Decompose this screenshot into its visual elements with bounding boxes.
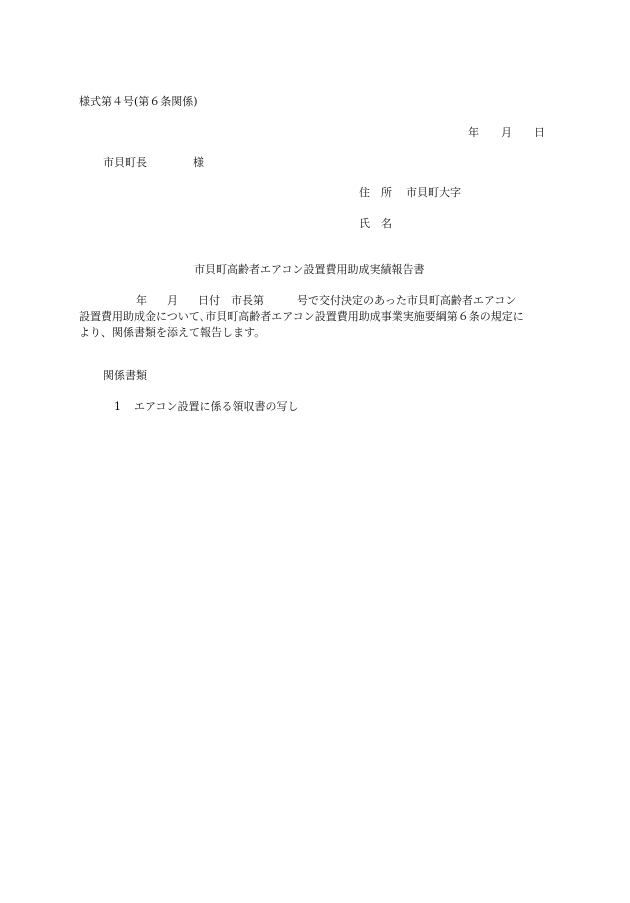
item-text: エアコン設置に係る領収書の写し (134, 400, 299, 413)
body-month: 月 (167, 294, 178, 307)
body-line-3: より、関係書類を添えて報告します。 (79, 326, 266, 339)
item-number: 1 (114, 400, 121, 413)
body-after-number: 号で交付決定のあった市貝町高齢者エアコン (297, 294, 517, 307)
date-line (468, 127, 545, 138)
address-label: 住 所 (359, 186, 392, 199)
document-title: 市貝町高齢者エアコン設置費用助成実績報告書 (194, 263, 425, 276)
body-line-2: 設置費用助成金について､市貝町高齢者エアコン設置費用助成事業実施要綱第６条の規定に (79, 310, 524, 323)
addressee-title: 市貝町長 (103, 156, 147, 169)
applicant-address (359, 187, 461, 198)
body-line-1 (79, 293, 554, 309)
address-value: 市貝町大字 (406, 186, 461, 199)
addressee (103, 157, 204, 168)
year-label: 年 (468, 126, 479, 139)
related-documents-heading: 関係書類 (103, 369, 147, 382)
applicant-name (359, 218, 392, 229)
body-year: 年 (136, 294, 147, 307)
related-document-item (114, 401, 298, 412)
name-label: 氏 名 (359, 217, 392, 230)
addressee-honorific: 様 (193, 156, 204, 169)
form-number: 様式第４号(第６条関係) (79, 95, 198, 108)
body-paragraph (79, 293, 554, 341)
body-day-ref: 日付 市長第 (198, 294, 264, 307)
day-label: 日 (534, 126, 545, 139)
month-label: 月 (501, 126, 512, 139)
